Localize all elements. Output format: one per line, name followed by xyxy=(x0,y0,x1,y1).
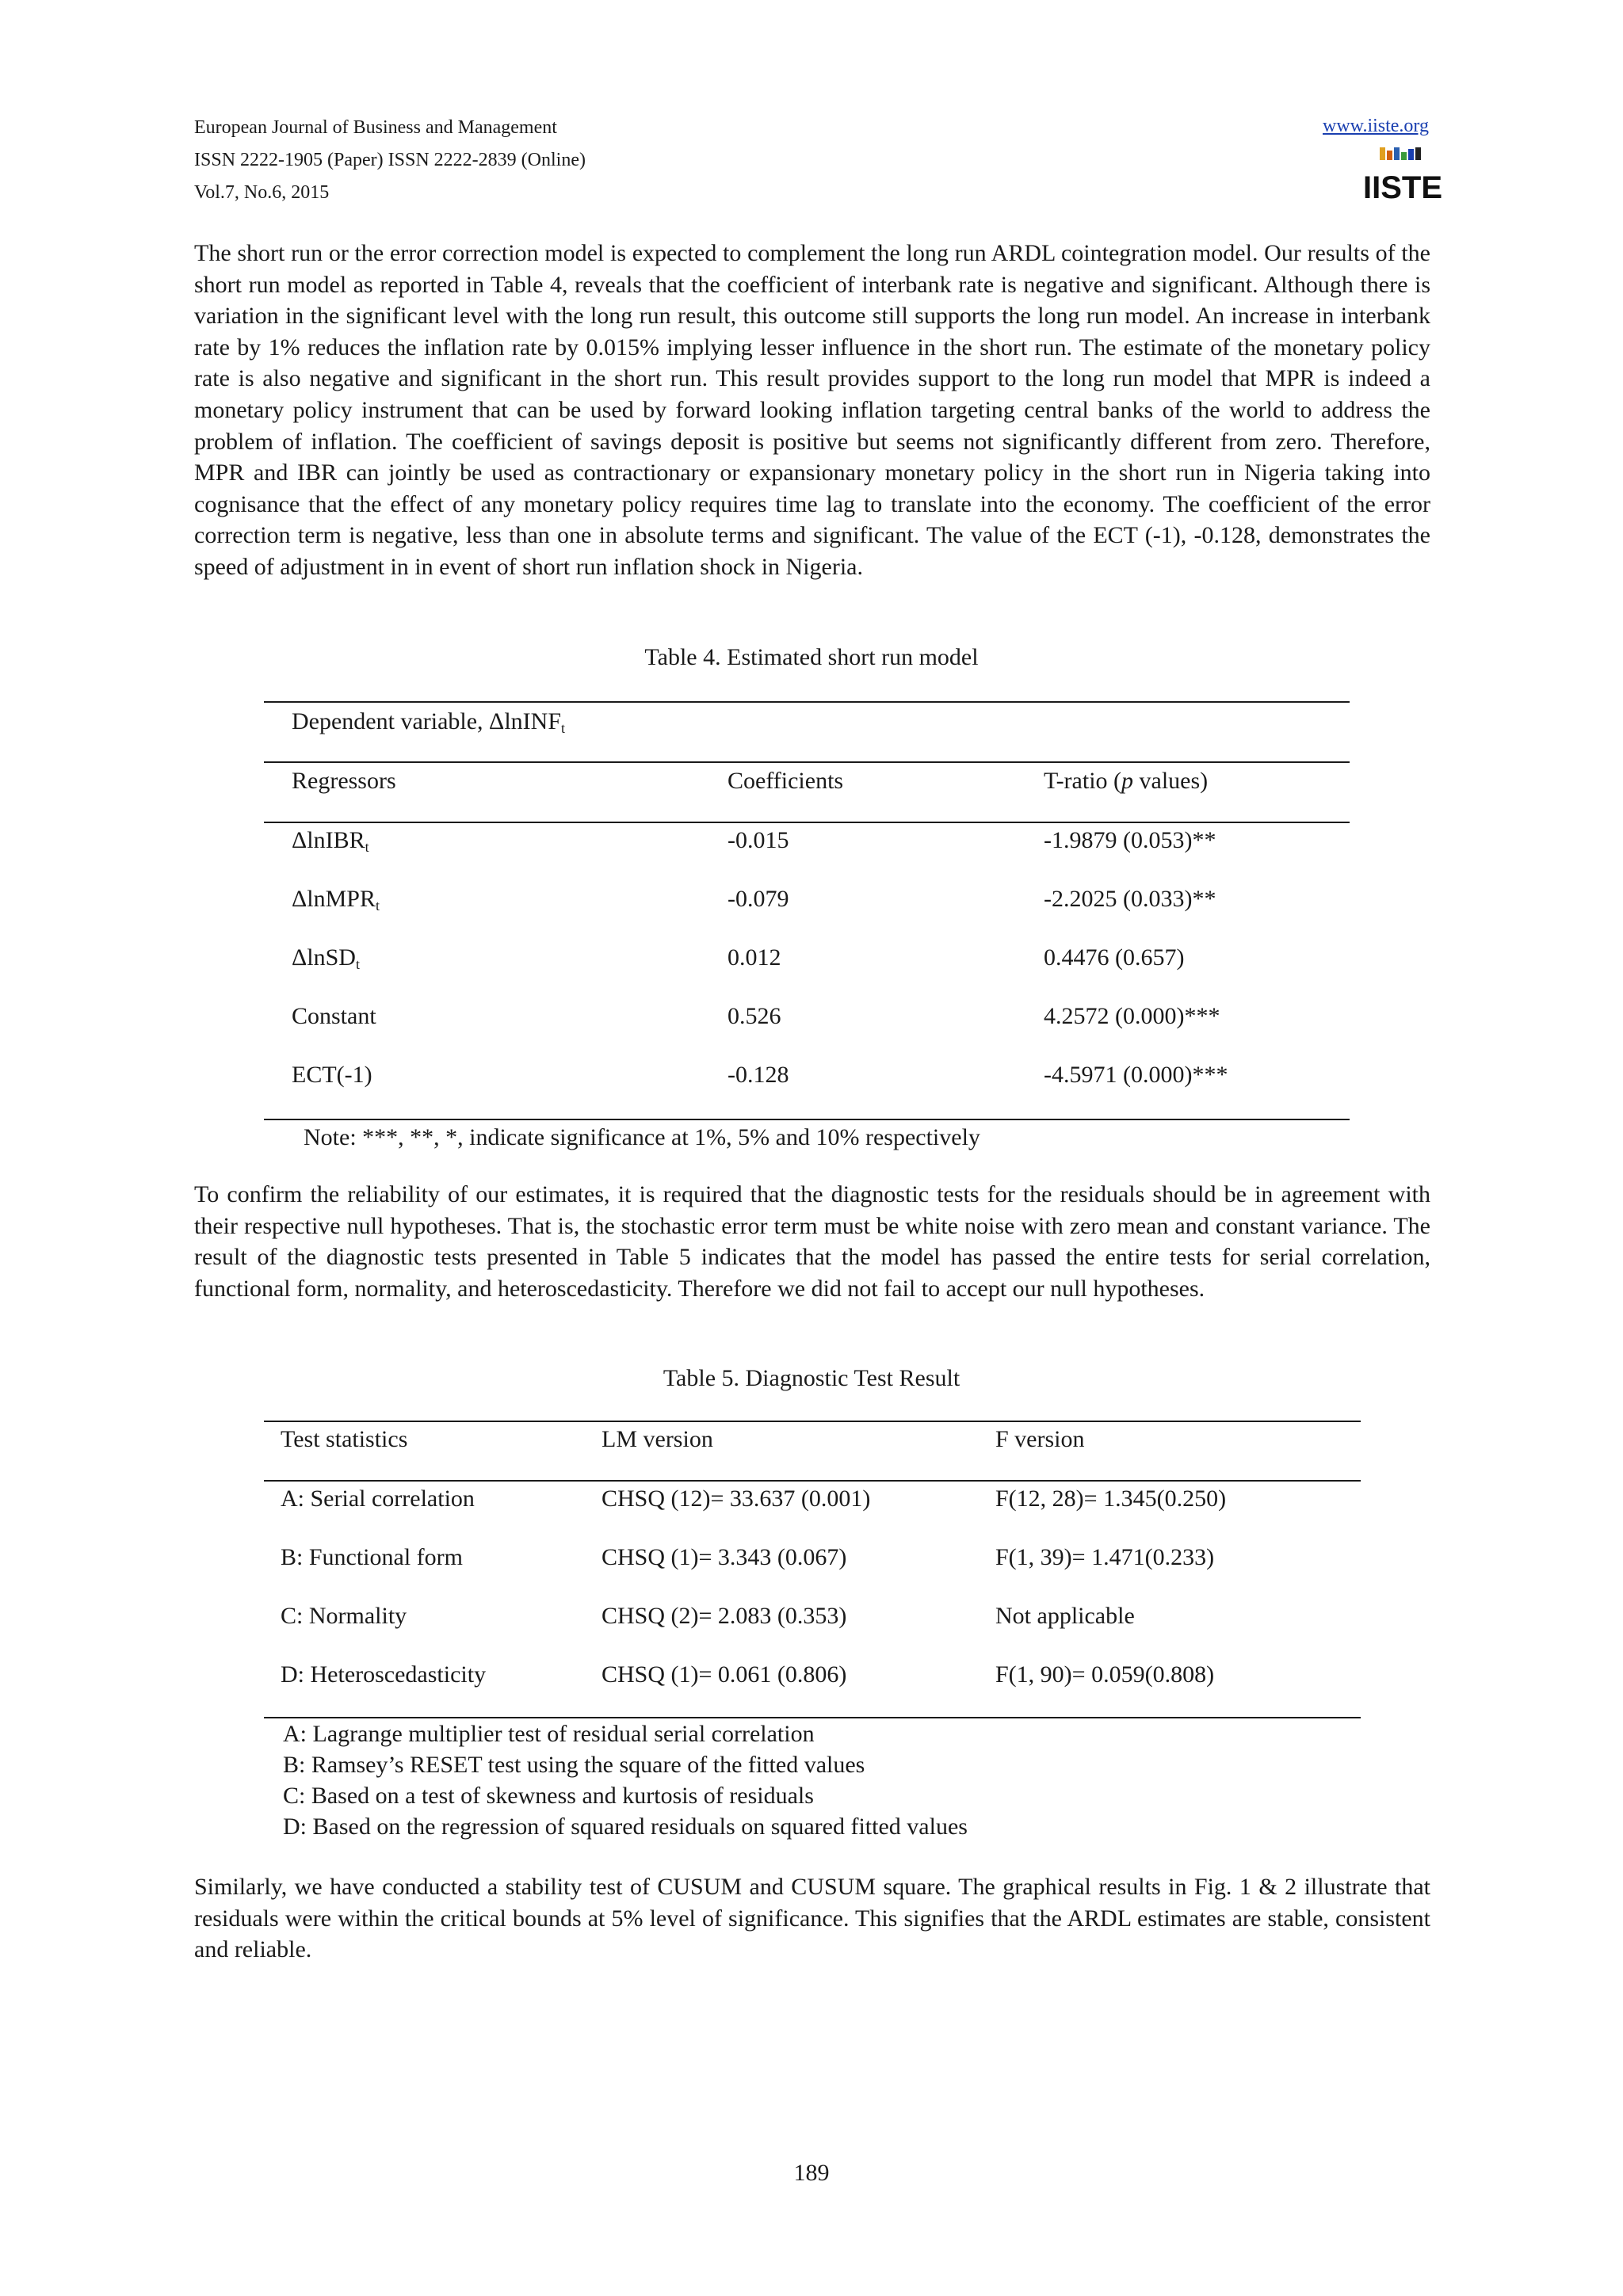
table-row-regressor: Constant xyxy=(292,1003,376,1029)
table-row-f: F(1, 39)= 1.471(0.233) xyxy=(995,1544,1215,1570)
table-row-regressor: ΔlnSD$_t$ xyxy=(292,944,360,972)
table5-header-lm: LM version xyxy=(601,1426,713,1452)
table4-bottom-rule xyxy=(264,1119,1350,1120)
table-row-f: F(1, 90)= 0.059(0.808) xyxy=(995,1661,1215,1688)
table-row-tratio: 4.2572 (0.000)*** xyxy=(1044,1003,1220,1029)
journal-title: European Journal of Business and Management xyxy=(194,117,557,138)
journal-url-link[interactable]: www.iiste.org xyxy=(1323,116,1429,136)
table5-header-f: F version xyxy=(995,1426,1085,1452)
table-row-lm: CHSQ (1)= 3.343 (0.067) xyxy=(601,1544,847,1570)
table-row-coefficient: 0.526 xyxy=(727,1003,781,1029)
table-row-coefficient: -0.015 xyxy=(727,827,789,853)
table-row-tratio: 0.4476 (0.657) xyxy=(1044,944,1185,971)
table5-note-c: C: Based on a test of skewness and kurtosis of residuals xyxy=(283,1783,814,1809)
table5-top-rule xyxy=(264,1421,1361,1422)
table5-caption: Table 5. Diagnostic Test Result xyxy=(663,1365,960,1391)
table-row-test: B: Functional form xyxy=(281,1544,463,1570)
iiste-logo xyxy=(1362,146,1443,205)
diagnostic-paragraph: To confirm the reliability of our estimates, it is required that the diagnostic tests for the residuals should be in agreement with their respective null hypotheses. That is, the stochastic error term must be white noise with zero mean and constant variance. The result of the diagnostic tests presented in Table 5 indicates that the model has passed the entire tests for serial correlation, functional form, normality, and heteroscedasticity. Therefore we did not fail to accept our null hypotheses. xyxy=(194,1181,1430,1302)
table-row-coefficient: -0.079 xyxy=(727,886,789,912)
table-row-tratio: -1.9879 (0.053)** xyxy=(1044,827,1216,853)
table-row-lm: CHSQ (12)= 33.637 (0.001) xyxy=(601,1486,871,1512)
table-row-regressor: ΔlnMPR$_t$ xyxy=(292,886,380,913)
table5-note-a: A: Lagrange multiplier test of residual serial correlation xyxy=(283,1721,815,1747)
table-row-test: C: Normality xyxy=(281,1603,407,1629)
table-row-tratio: -4.5971 (0.000)*** xyxy=(1044,1062,1228,1088)
table-row-regressor: ΔlnIBR$_t$ xyxy=(292,827,369,855)
table5-note-b: B: Ramsey’s RESET test using the square of the fitted values xyxy=(283,1752,865,1778)
table5-header-rule xyxy=(264,1480,1361,1482)
table-row-test: A: Serial correlation xyxy=(281,1486,475,1512)
volume-line: Vol.7, No.6, 2015 xyxy=(194,182,330,203)
table4-subheader-rule xyxy=(264,822,1350,823)
table-row-f: Not applicable xyxy=(995,1603,1135,1629)
table-row-tratio: -2.2025 (0.033)** xyxy=(1044,886,1216,912)
table-row-coefficient: -0.128 xyxy=(727,1062,789,1088)
table5-header-test: Test statistics xyxy=(281,1426,408,1452)
page-number: 189 xyxy=(793,2160,830,2186)
table-row-regressor: ECT(-1) xyxy=(292,1062,372,1088)
table4-caption: Table 4. Estimated short run model xyxy=(644,644,979,670)
table4-header-regressors: Regressors xyxy=(292,768,396,794)
table-row-lm: CHSQ (1)= 0.061 (0.806) xyxy=(601,1661,847,1688)
table5-note-d: D: Based on the regression of squared residuals on squared fitted values xyxy=(283,1814,968,1840)
table-row-f: F(12, 28)= 1.345(0.250) xyxy=(995,1486,1227,1512)
table4-dependent-variable: Dependent variable, ΔlnINF$_t$ xyxy=(292,708,566,736)
logo-text: IISTE xyxy=(1362,170,1443,205)
table4-header-coefficients: Coefficients xyxy=(727,768,844,794)
table4-top-rule xyxy=(264,701,1350,703)
table-row-lm: CHSQ (2)= 2.083 (0.353) xyxy=(601,1603,847,1629)
table4-header-rule xyxy=(264,761,1350,763)
table-row-coefficient: 0.012 xyxy=(727,944,781,971)
table-row-test: D: Heteroscedasticity xyxy=(281,1661,487,1688)
issn-line: ISSN 2222-1905 (Paper) ISSN 2222-2839 (Online) xyxy=(194,150,586,170)
stability-paragraph: Similarly, we have conducted a stability test of CUSUM and CUSUM square. The graphical results in Fig. 1 & 2 illustrate that residuals were within the critical bounds at 5% level of significance. This signifies that the ARDL estimates are stable, consistent and reliable. xyxy=(194,1874,1430,1963)
table4-note: Note: ***, **, *, indicate significance at 1%, 5% and 10% respectively xyxy=(304,1124,980,1150)
table4-header-tratio: T-ratio (p values) xyxy=(1044,768,1209,794)
short-run-paragraph: The short run or the error correction model is expected to complement the long run ARDL cointegration model. Our results of the short run model as reported in Table 4, reveals that the coefficient of interbank rate is negative and significant. Although there is variation in the significant level with the long run result, this outcome still supports the long run model. An increase in interbank rate by 1% reduces the inflation rate by 0.015% implying lesser influence in the short run. The estimate of the monetary policy rate is also negative and significant in the short run. This result provides support to the long run model that MPR is indeed a monetary policy instrument that can be used by forward looking inflation targeting central banks of the world to address the problem of inflation. The coefficient of savings deposit is positive but seems not significantly different from zero. Therefore, MPR and IBR can jointly be used as contractionary or expansionary monetary policy in the short run in Nigeria taking into cognisance that the effect of any monetary policy requires time lag to translate into the economy. The coefficient of the error correction term is negative, less than one in absolute terms and significant. The value of the ECT (-1), -0.128, demonstrates the speed of adjustment in in event of short run inflation shock in Nigeria. xyxy=(194,240,1430,580)
